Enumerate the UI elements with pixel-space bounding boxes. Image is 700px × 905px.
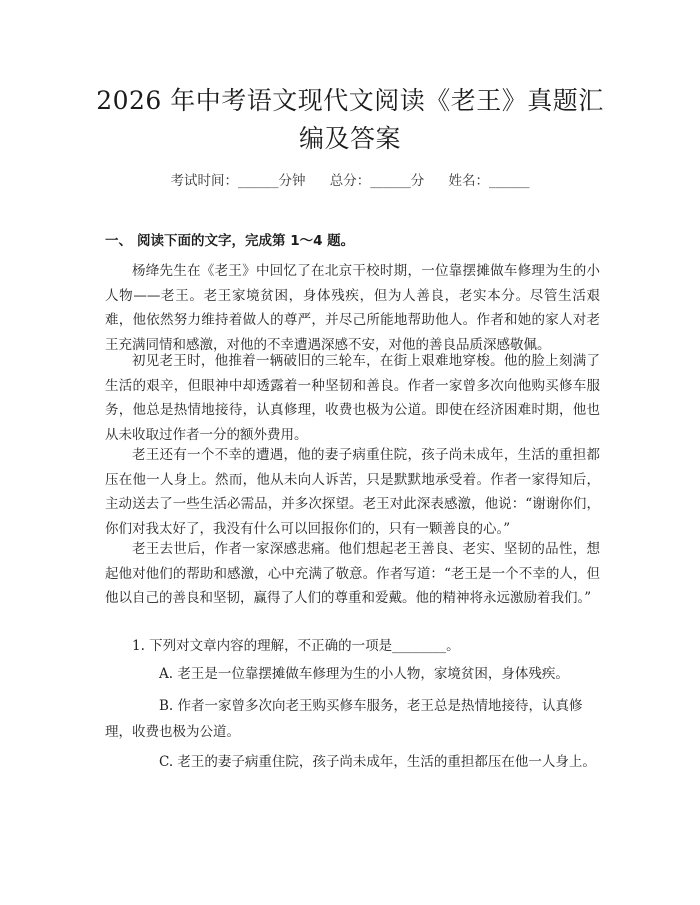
- document-title-line-1: 2026 年中考语文现代文阅读《老王》真题汇: [96, 86, 604, 115]
- document-title-line-2: 编及答案: [298, 124, 401, 153]
- question-1-option-a: A. 老王是一位靠摆摊做车修理为生的小人物，家境贫困，身体残疾。: [159, 666, 569, 682]
- section-number: 一、: [105, 233, 132, 249]
- section-heading: [105, 229, 354, 249]
- passage-paragraph-1: 杨绛先生在《老王》中回忆了在北京干校时期，一位靠摆摊做车修理为生的小人物——老王。老王家境贫困，身体残疾，但为人善良，老实本分。尽管生活艰难，他依然努力维持着做人的尊严，并尽己所能地帮助他人。作者和她的家人对老王充满同情和感激，对他的不幸遭遇深感不安，对他的善良品质深感敬佩。: [105, 263, 600, 353]
- question-1-option-b: B. 作者一家曾多次向老王购买修车服务，老王总是热情地接待，认真修理，收费也极为公道。: [105, 698, 583, 740]
- passage-paragraph-2: 初见老王时，他推着一辆破旧的三轮车，在街上艰难地穿梭。他的脸上刻满了生活的艰辛，但眼神中却透露着一种坚韧和善良。作者一家曾多次向他购买修车服务，他总是热情地接待，认真修理，收费也极为公道。即使在经济困难时期，他也从未收取过作者一分的额外费用。: [105, 353, 600, 443]
- exam-time-field: 考试时间：______分钟: [170, 173, 306, 189]
- total-score-field: 总分：______分: [329, 173, 425, 189]
- section-instruction: 阅读下面的文字，完成第 1～4 题。: [137, 233, 355, 249]
- passage-paragraph-4: 老王去世后，作者一家深感悲痛。他们想起老王善良、老实、坚韧的品性，想起他对他们的帮助和感激，心中充满了敬意。作者写道：“老王是一个不幸的人，但他以自己的善良和坚韧，赢得了人们的尊重和爱戴。他的精神将永远激励着我们。”: [105, 541, 600, 607]
- passage-paragraph-3: 老王还有一个不幸的遭遇，他的妻子病重住院，孩子尚未成年，生活的重担都压在他一人身上。然而，他从未向人诉苦，只是默默地承受着。作者一家得知后，主动送去了一些生活必需品，并多次探望。老王对此深表感激，他说：“谢谢你们，你们对我太好了，我没有什么可以回报你们的，只有一颗善良的心。”: [105, 447, 600, 537]
- question-1-option-c: C. 老王的妻子病重住院，孩子尚未成年，生活的重担都压在他一人身上。: [159, 754, 596, 770]
- exam-meta: [0, 169, 700, 189]
- student-name-field: 姓名：______: [448, 173, 530, 189]
- question-1-stem: 1. 下列对文章内容的理解，不正确的一项是________。: [132, 638, 460, 654]
